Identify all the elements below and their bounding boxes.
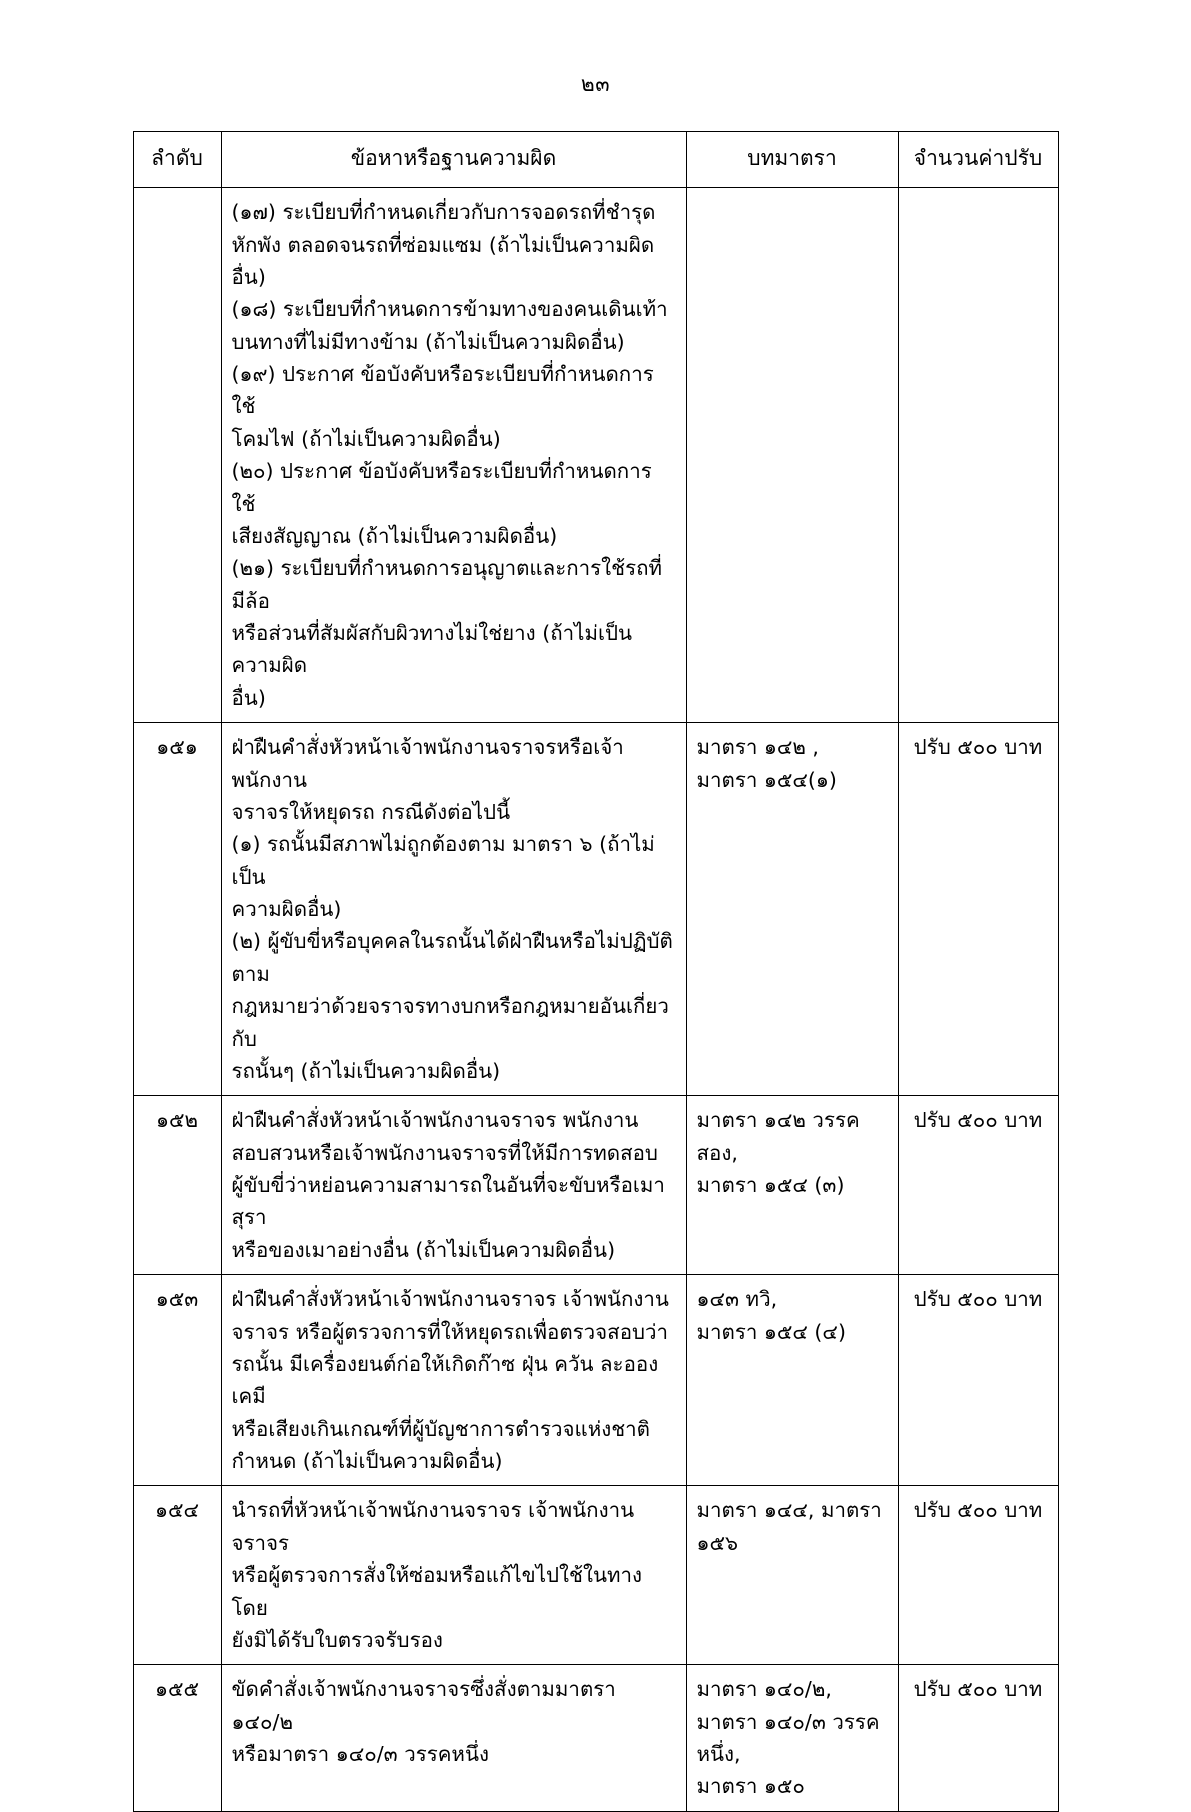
column-header-no: ลำดับ [133,132,221,188]
description-line: หรือผู้ตรวจการสั่งให้ซ่อมหรือแก้ไขไปใช้ในทางโดย [231,1563,643,1620]
description-line: หรือมาตรา ๑๔๐/๓ วรรคหนึ่ง [231,1742,489,1767]
table-body [133,188,1058,1812]
description-line: ความผิดอื่น) [231,897,342,922]
section-line: ๑๔๓ ทวิ, [696,1287,778,1312]
section-line: มาตรา ๑๕๔ (๓) [696,1173,845,1198]
column-header-section: บทมาตรา [686,132,898,188]
description-line: (๒) ผู้ขับขี่หรือบุคคลในรถนั้นได้ฝ่าฝืนหรือไม่ปฏิบัติตาม [231,929,673,986]
description-line: นำรถที่หัวหน้าเจ้าพนักงานจราจร เจ้าพนักงานจราจร [231,1498,635,1555]
description-line: หรือส่วนที่สัมผัสกับผิวทางไม่ใช่ยาง (ถ้าไม่เป็นความผิด [231,621,632,678]
row-section [686,1096,898,1275]
row-fine: ปรับ ๕๐๐ บาท [898,1096,1058,1275]
page-number: ๒๓ [580,72,611,96]
section-line: มาตรา ๑๔๐/๒, [696,1677,832,1702]
description-line: ฝ่าฝืนคำสั่งหัวหน้าเจ้าพนักงานจราจร พนักงาน [231,1108,639,1133]
row-fine [898,188,1058,723]
description-line: หรือเสียงเกินเกณฑ์ที่ผู้บัญชาการตำรวจแห่งชาติ [231,1416,650,1441]
description-line: สอบสวนหรือเจ้าพนักงานจราจรที่ให้มีการทดสอบ [231,1140,658,1165]
row-fine: ปรับ ๕๐๐ บาท [898,1275,1058,1486]
description-line: (๒๐) ประกาศ ข้อบังคับหรือระเบียบที่กำหนดการใช้ [231,459,652,516]
description-line: จราจร หรือผู้ตรวจการที่ให้หยุดรถเพื่อตรวจสอบว่า [231,1319,669,1344]
row-section [686,1275,898,1486]
row-number: ๑๕๕ [133,1665,221,1812]
description-line: ขัดคำสั่งเจ้าพนักงานจราจรซึ่งสั่งตามมาตรา ๑๔๐/๒ [231,1677,616,1734]
description-line: รถนั้น มีเครื่องยนต์ก่อให้เกิดก๊าซ ฝุ่น ควัน ละอองเคมี [231,1351,659,1409]
row-fine: ปรับ ๕๐๐ บาท [898,1665,1058,1812]
row-description [221,1665,686,1812]
section-line: มาตรา ๑๔๒ , [696,735,819,760]
section-line: มาตรา ๑๔๔, มาตรา ๑๕๖ [696,1498,882,1555]
column-header-fine: จำนวนค่าปรับ [898,132,1058,188]
section-line: มาตรา ๑๕๔ (๔) [696,1319,846,1344]
row-number: ๑๕๒ [133,1096,221,1275]
column-header-description: ข้อหาหรือฐานความผิด [221,132,686,188]
description-line: ยังมิได้รับใบตรวจรับรอง [231,1627,443,1652]
table-row [133,1665,1058,1812]
description-line: หักพัง ตลอดจนรถที่ซ่อมแซม (ถ้าไม่เป็นความผิดอื่น) [231,232,655,289]
description-line: (๒๑) ระเบียบที่กำหนดการอนุญาตและการใช้รถที่มีล้อ [231,556,663,613]
table-row [133,1486,1058,1665]
description-line: หรือของเมาอย่างอื่น (ถ้าไม่เป็นความผิดอื่น) [231,1237,616,1262]
table-row [133,1275,1058,1486]
row-number: ๑๕๓ [133,1275,221,1486]
row-section [686,723,898,1096]
row-section [686,1486,898,1665]
description-line: จราจรให้หยุดรถ กรณีดังต่อไปนี้ [231,799,511,824]
row-number [133,188,221,723]
offences-table [133,131,1059,1812]
row-fine: ปรับ ๕๐๐ บาท [898,723,1058,1096]
table-row [133,188,1058,723]
row-number: ๑๕๔ [133,1486,221,1665]
row-fine: ปรับ ๕๐๐ บาท [898,1486,1058,1665]
row-description [221,188,686,723]
row-description [221,723,686,1096]
section-line: มาตรา ๑๕๔(๑) [696,767,837,792]
row-description [221,1096,686,1275]
description-line: โคมไฟ (ถ้าไม่เป็นความผิดอื่น) [231,426,501,451]
description-line: ผู้ขับขี่ว่าหย่อนความสามารถในอันที่จะขับหรือเมาสุรา [231,1173,665,1230]
row-section [686,188,898,723]
description-line: กำหนด (ถ้าไม่เป็นความผิดอื่น) [231,1449,503,1474]
description-line: ฝ่าฝืนคำสั่งหัวหน้าเจ้าพนักงานจราจร เจ้าพนักงาน [231,1287,669,1312]
description-line: ฝ่าฝืนคำสั่งหัวหน้าเจ้าพนักงานจราจรหรือเจ้าพนักงาน [231,735,624,792]
row-section [686,1665,898,1812]
description-line: (๑๙) ประกาศ ข้อบังคับหรือระเบียบที่กำหนดการใช้ [231,362,654,419]
section-line: มาตรา ๑๔๒ วรรคสอง, [696,1108,860,1165]
description-line: อื่น) [231,685,266,710]
row-description [221,1275,686,1486]
table-header-row [133,132,1058,188]
description-line: เสียงสัญญาณ (ถ้าไม่เป็นความผิดอื่น) [231,523,558,548]
description-line: กฎหมายว่าด้วยจราจรทางบกหรือกฎหมายอันเกี่ยวกับ [231,994,669,1051]
description-line: (๑๗) ระเบียบที่กำหนดเกี่ยวกับการจอดรถที่ชำรุด [231,200,656,225]
table-header [133,132,1058,188]
section-line: มาตรา ๑๕๐ [696,1774,805,1799]
description-line: (๑๘) ระเบียบที่กำหนดการข้ามทางของคนเดินเท้า [231,297,668,322]
section-line: มาตรา ๑๔๐/๓ วรรคหนึ่ง, [696,1709,880,1767]
description-line: รถนั้นๆ (ถ้าไม่เป็นความผิดอื่น) [231,1058,501,1083]
table-row [133,1096,1058,1275]
row-number: ๑๕๑ [133,723,221,1096]
description-line: บนทางที่ไม่มีทางข้าม (ถ้าไม่เป็นความผิดอื่น) [231,329,625,354]
description-line: (๑) รถนั้นมีสภาพไม่ถูกต้องตาม มาตรา ๖ (ถ้าไม่เป็น [231,832,655,889]
row-description [221,1486,686,1665]
table-row [133,723,1058,1096]
